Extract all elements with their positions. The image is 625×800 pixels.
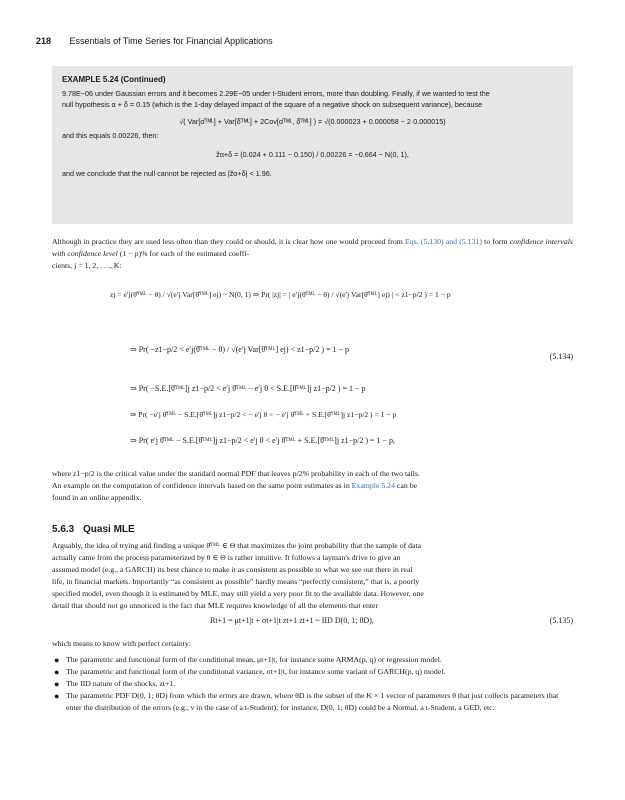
- bullet-icon: ●: [54, 679, 60, 689]
- paragraph-text: where z1−p/2 is the critical value under the standard normal PDF that leaves p/2% probability in each of the two tails.: [52, 469, 420, 478]
- example-line: null hypothesis α + δ = 0.15 (which is the 1-day delayed impact of the square of a negative shock on subsequent variance), because: [62, 100, 483, 109]
- list-item-text: The IID nature of the shocks, zt+1.: [66, 679, 176, 688]
- bullet-icon: ●: [54, 667, 60, 677]
- equation-line: ⇒ Pr( −z1−p/2 < e′j(θ̂ᵀᴹᴸ − θ) / √(e′j Var[θ̂ᵀᴹᴸ] ej) < z1−p/2 ) = 1 − p: [130, 345, 350, 354]
- paragraph-text: to form: [481, 237, 510, 246]
- paragraph-text: Arguably, the idea of trying and finding a unique θ̂ᵀᴹᴸ ∈ Θ that maximizes the joint probability that the sample of data: [52, 541, 422, 550]
- equation-line: ⇒ Pr( e′j θ̂ᵀᴹᴸ − S.E.[θ̂ᵀᴹᴸ]j z1−p/2 < e′j θ < e′j θ̂ᵀᴹᴸ + S.E.[θ̂ᵀᴹᴸ]j z1−p/2 ) = 1 − p,: [130, 436, 396, 445]
- example-line: 9.78E−06 under Gaussian errors and it becomes 2.29E−05 under t-Student errors, more than doubling. Finally, if we wanted to test the: [62, 89, 490, 98]
- eq-reference-link[interactable]: Eqs. (5.130) and (5.131): [405, 237, 482, 246]
- list-item: [52, 690, 573, 714]
- example-reference-link[interactable]: Example 5.24: [351, 481, 395, 490]
- paragraph-text: Although in practice they are used less often than they could or should, it is clear how one would proceed from: [52, 237, 403, 246]
- list-item: [52, 678, 573, 690]
- paragraph-text: life, in financial markets. Importantly “as consistent as possible” hardly means “perfectly consistent,” that is, a poorly: [52, 577, 420, 586]
- equation-line: ⇒ Pr( −S.E.[θ̂ᵀᴹᴸ]j z1−p/2 < e′j θ̂ᵀᴹᴸ − e′j θ < S.E.[θ̂ᵀᴹᴸ]j z1−p/2 ) = 1 − p: [130, 384, 366, 393]
- paragraph-text: actually came from the process parameterized by θ ∈ Θ is rather intuitive. It follows a layman's drive to give an: [52, 553, 401, 562]
- paragraph-text: specified model, even though it is estimated by MLE, may still yield a very poor fit to the available data. However, one: [52, 589, 424, 598]
- list-item: [52, 666, 573, 678]
- page-header: [36, 36, 589, 46]
- paragraph-quasi-mle: [52, 540, 573, 612]
- page-number: 218: [36, 36, 52, 46]
- list-item: [52, 654, 573, 666]
- list-item-text: The parametric PDF D(0, 1; θD) from which the errors are drawn, where θD is the subset of the K × 1 vector of parameters θ that just collects parameters that enter the distribution of the errors (e.g., ν in the case of a t-Student); for instance, D(0, 1; θD) could be a Normal, a t-Student, a GED, etc.: [66, 691, 559, 712]
- list-item-text: The parametric and functional form of the conditional variance, σt+1|t, for instance some variant of GARCH(p, q) model.: [66, 667, 446, 676]
- example-equals-text: and this equals 0.00226, then:: [62, 131, 159, 140]
- example-sqrt-formula: √( Var[α̂ᵀᴹᴸ] + Var[δ̂ᵀᴹᴸ] + 2Cov[α̂ᵀᴹᴸ, δ̂ᵀᴹᴸ] ) = √(0.000023 + 0.000058 − 2·0.000015): [179, 117, 446, 126]
- running-title: Essentials of Time Series for Financial Applications: [69, 36, 273, 46]
- equation-line: Rt+1 = μt+1|t + σt+1|t zt+1 zt+1 ~ IID D(0, 1; θD),: [210, 616, 374, 625]
- paragraph-text: (1 − p)% for each of the estimated coeffi-: [117, 249, 250, 258]
- paragraph-text: found in an online appendix.: [52, 493, 142, 502]
- section-number: 5.6.3: [52, 524, 75, 535]
- example-z-formula: z̃α+δ = (0.024 + 0.111 − 0.150) / 0.00226 = −0.664 ~ N(0, 1),: [216, 150, 409, 159]
- paragraph-text: detail that should not go unnoticed is the fact that MLE requires knowledge of all the elements that enter: [52, 601, 379, 610]
- equation-number: (5.135): [549, 616, 573, 625]
- equation-number: (5.134): [549, 352, 573, 361]
- paragraph-critical-value: [52, 468, 573, 504]
- equation-line: zj = e′j(θ̂ᵀᴹᴸ − θ) / √(e′j Var[θ̂ᵀᴹᴸ] ej) ~ N(0, 1) ⇒ Pr( |zj| = | e′j(θ̂ᵀᴹᴸ − θ) / √(e′j Var[θ̂ᵀᴹᴸ] ej) | < z1−p/2 ) = 1 − p: [110, 290, 451, 299]
- bullet-list: [52, 654, 573, 714]
- bullet-icon: ●: [54, 691, 60, 701]
- example-box: [52, 66, 573, 224]
- example-conclusion: and we conclude that the null cannot be rejected as |z̃α+δ| < 1.96.: [62, 169, 272, 178]
- paragraph-text: assumed model (e.g., a GARCH) its best chance to make it as consistent as possible to what we see out there in real: [52, 565, 413, 574]
- lead-in-text: which means to know with perfect certainty:: [52, 639, 192, 648]
- paragraph-confidence-intervals: [52, 236, 573, 272]
- paragraph-text: can be: [394, 481, 418, 490]
- paragraph-text: cients, j = 1, 2, . . ., K:: [52, 261, 122, 270]
- bullet-icon: ●: [54, 655, 60, 665]
- section-title: Quasi MLE: [83, 524, 135, 535]
- emphasis-text: confidence intervals with confidence level: [52, 237, 573, 258]
- list-item-text: The parametric and functional form of the conditional mean, μt+1|t, for instance some ARMA(p, q) or regression model.: [66, 655, 442, 664]
- equation-line: ⇒ Pr( −e′j θ̂ᵀᴹᴸ − S.E.[θ̂ᵀᴹᴸ]j z1−p/2 < − e′j θ < − e′j θ̂ᵀᴹᴸ + S.E.[θ̂ᵀᴹᴸ]j z1−p/2 ) = 1 − p: [130, 410, 397, 419]
- example-title: EXAMPLE 5.24 (Continued): [62, 75, 166, 84]
- paragraph-text: An example on the computation of confidence intervals based on the same point estimates as in: [52, 481, 352, 490]
- section-heading: [52, 524, 135, 535]
